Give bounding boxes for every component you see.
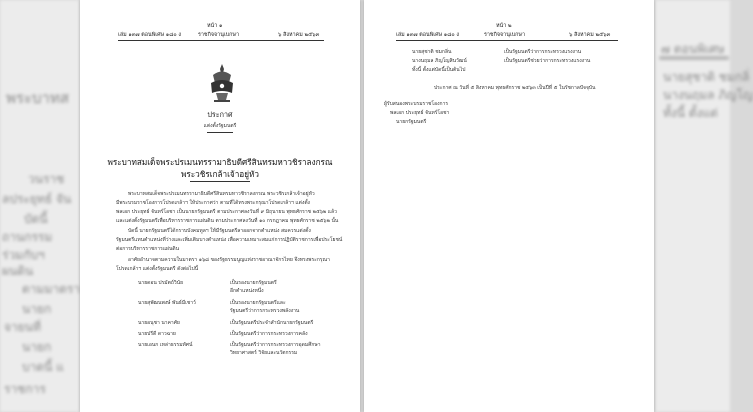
- bg-text: บาดนี้ แ: [22, 360, 64, 374]
- appointee-position: เป็นรองนายกรัฐมนตรี: [230, 280, 277, 286]
- bg-text: ถานกรรม: [2, 230, 53, 244]
- bg-text: บัดนี้: [24, 212, 48, 226]
- bg-text: จายนที่: [4, 320, 41, 334]
- gazette-page-2: [364, 0, 654, 412]
- royal-title-line-2: พระวชิรเกล้าเจ้าอยู่หัว: [180, 169, 260, 179]
- appointee-position: เป็นรัฐมนตรีช่วยว่าการกระทรวงแรงงาน: [504, 58, 591, 64]
- body-line: มีพระบรมราชโองการโปรดเกล้าฯ ให้ประกาศว่า ตามที่ได้ทรงพระกรุณาโปรดเกล้าฯ แต่งตั้ง: [116, 200, 311, 206]
- bg-text: พระบาทส: [6, 89, 69, 107]
- appointee-position: อีกตำแหน่งหนึ่ง: [230, 288, 264, 294]
- body-line: อาศัยอำนาจตามความในมาตรา ๑๖๘ ของรัฐธรรมนูญแห่งราชอาณาจักรไทย จึงทรงพระกรุณา: [128, 257, 330, 263]
- countersign-label: ผู้รับสนองพระบรมราชโองการ: [384, 101, 449, 107]
- bg-rule: [659, 56, 729, 60]
- body-line: พระบาทสมเด็จพระปรเมนทรรามาธิบดีศรีสินทรมหาวชิราลงกรณ พระวชิรเกล้าเจ้าอยู่หัว: [128, 191, 315, 197]
- bg-text: นางนฤมล ภิญโญ: [663, 88, 753, 102]
- appointee-position: เป็นรัฐมนตรีว่าการกระทรวงการคลัง: [230, 331, 308, 337]
- appointee-position: เป็นรัฐมนตรีว่าการกระทรวงการอุดมศึกษา: [230, 342, 321, 348]
- volume-label: เล่ม ๑๓๗ ตอนพิเศษ ๑๘๐ ง: [396, 32, 460, 38]
- title-rule: [207, 132, 233, 133]
- page-number: หน้า ๑: [207, 23, 223, 29]
- header-date: ๖ สิงหาคม ๒๕๖๓: [278, 32, 320, 38]
- garuda-emblem-icon: [207, 63, 237, 103]
- appointee-name: นายดอน ปรมัตถ์วินัย: [138, 280, 183, 286]
- bg-text: นายก: [22, 302, 52, 316]
- bg-text: ลประยุทธ์ จัน: [2, 192, 72, 206]
- appointee-position: เป็นรัฐมนตรีประจำสำนักนายกรัฐมนตรี: [230, 320, 314, 326]
- body-line: พลเอก ประยุทธ์ จันทร์โอชา เป็นนายกรัฐมนตรี ตามประกาศลงวันที่ ๙ มิถุนายน พุทธศักราช ๒๕๖๒ แล้ว: [116, 209, 337, 215]
- royal-title-line-1: พระบาทสมเด็จพระปรเมนทรรามาธิบดีศรีสินทรมหาวชิราลงกรณ: [107, 157, 333, 167]
- appointee-name: นางนฤมล ภิญโญสินวัฒน์: [412, 58, 467, 64]
- gazette-name: ราชกิจจานุเบกษา: [484, 32, 525, 38]
- appointee-position: วิทยาศาสตร์ วิจัยและนวัตกรรม: [230, 350, 298, 356]
- bg-text: ๗ ตอนพิเศษ: [661, 42, 725, 56]
- bg-text: นายก: [22, 340, 52, 354]
- gazette-name: ราชกิจจานุเบกษา: [198, 32, 239, 38]
- blurred-background-right: [655, 0, 753, 412]
- volume-label: เล่ม ๑๓๗ ตอนพิเศษ ๑๘๐ ง: [118, 32, 182, 38]
- bg-text: ทั้งนี้ ตั้งแต่: [663, 106, 718, 120]
- blurred-background-left: [0, 0, 80, 412]
- bg-text: วนราช: [28, 172, 65, 186]
- appointee-name: นายอนุชา นาคาศัย: [138, 320, 180, 326]
- page-number: หน้า ๒: [496, 23, 512, 29]
- countersign-title: นายกรัฐมนตรี: [396, 119, 427, 125]
- bg-text: นายสุชาติ ชมกลิ่: [663, 70, 750, 84]
- bg-text: ร่วมกับฯ: [2, 248, 45, 262]
- appointee-name: นายสุชาติ ชมกลิ่น: [412, 49, 452, 55]
- announcement-title: ประกาศ: [207, 110, 233, 119]
- bg-text: ตามมาตรา: [22, 282, 81, 296]
- body-line: และแต่งตั้งรัฐมนตรีเพื่อบริหารราชการแผ่นดิน ตามประกาศลงวันที่ ๑๐ กรกฎาคม พุทธศักราช ๒๕๖๒ นั้น: [116, 218, 339, 224]
- appointee-name: นายปรีดี ดาวฉาย: [138, 331, 176, 337]
- body-line: ต่อการบริหารราชการแผ่นดิน: [116, 246, 180, 252]
- appointee-name: นายสุพัฒนพงษ์ พันธ์มีเชาว์: [138, 300, 196, 306]
- bg-text: ราชการ: [4, 382, 46, 396]
- announcement-subtitle: แต่งตั้งรัฐมนตรี: [203, 123, 237, 129]
- header-rule: [118, 40, 324, 41]
- body-line: โปรดเกล้าฯ แต่งตั้งรัฐมนตรี ดังต่อไปนี้: [116, 266, 199, 272]
- proclamation-date: ประกาศ ณ วันที่ ๕ สิงหาคม พุทธศักราช ๒๕๖๓ เป็นปีที่ ๕ ในรัชกาลปัจจุบัน: [434, 85, 596, 91]
- heading-rule: [190, 181, 250, 182]
- appointee-name: นายเอนก เหล่าธรรมทัศน์: [138, 342, 193, 348]
- header-date: ๖ สิงหาคม ๒๕๖๓: [569, 32, 611, 38]
- appointee-position: เป็นรองนายกรัฐมนตรีและ: [230, 300, 286, 306]
- appointee-position: รัฐมนตรีว่าการกระทรวงพลังงาน: [230, 308, 300, 314]
- appointee-position: เป็นรัฐมนตรีว่าการกระทรวงแรงงาน: [504, 49, 582, 55]
- header-rule: [396, 40, 618, 41]
- body-line: รัฐมนตรีแทนตำแหน่งที่ว่างและเพิ่มเติมบางตำแหน่ง เพื่อความเหมาะสมแก่การปฏิบัติราชการเพื่อประโยชน์: [116, 237, 343, 243]
- body-line: บัดนี้ นายกรัฐมนตรีได้กราบบังคมทูลฯ ให้มีรัฐมนตรีลาออกจากตำแหน่ง สมควรแต่งตั้ง: [128, 228, 311, 234]
- gazette-page-1: [80, 0, 360, 412]
- countersign-name: พลเอก ประยุทธ์ จันทร์โอชา: [390, 110, 450, 116]
- effective-clause: ทั้งนี้ ตั้งแต่บัดนี้เป็นต้นไป: [412, 67, 466, 73]
- bg-text: ผนดิน: [2, 264, 34, 278]
